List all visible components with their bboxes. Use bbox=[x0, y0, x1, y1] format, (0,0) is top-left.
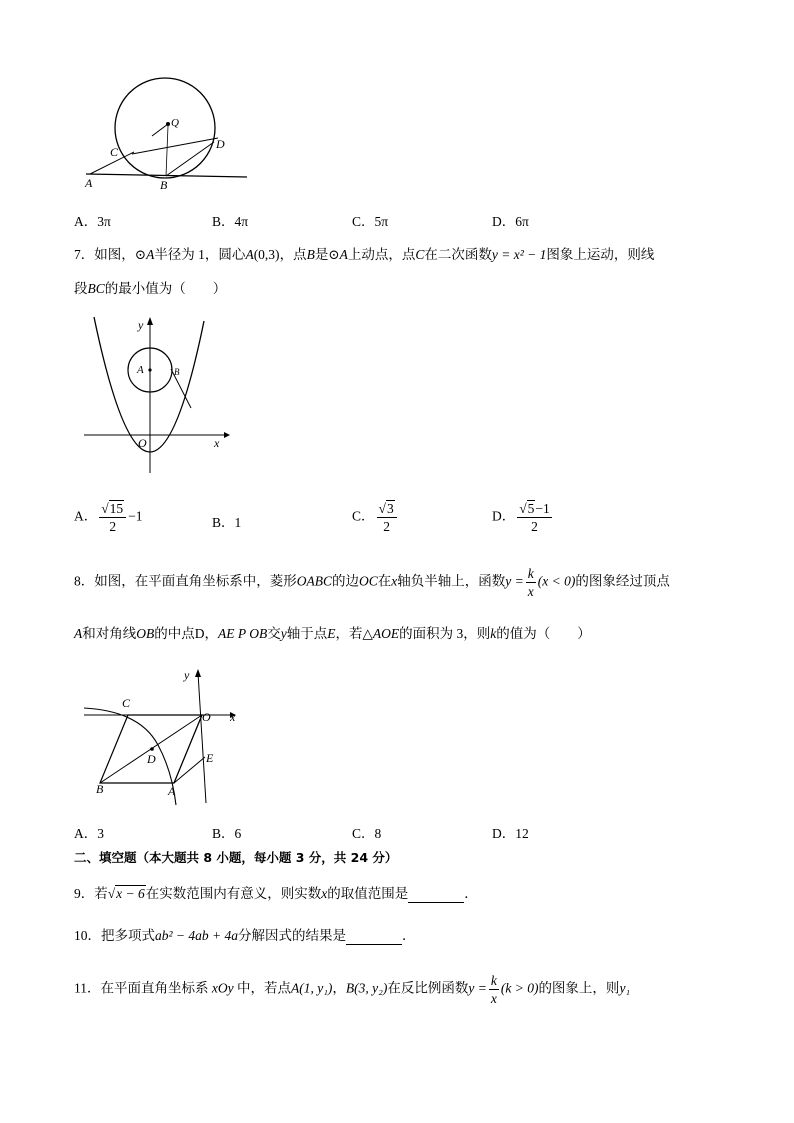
q6-label-c: C bbox=[110, 145, 119, 159]
q7-parabola bbox=[94, 317, 204, 452]
q6-chord-cd bbox=[132, 138, 218, 154]
q7-option-b[interactable]: B．1 bbox=[212, 515, 242, 530]
section-heading-fill-blank: 二、填空题（本大题共 8 小题，每小题 3 分，共 24 分） bbox=[74, 850, 398, 865]
q8-label-c: C bbox=[122, 696, 131, 710]
q8-label-y: y bbox=[184, 668, 190, 682]
q7-stem-line1: 7．如图，⊙A半径为 1，圆心A(0,3)，点B是⊙A上动点，点C在二次函数y = x² − 1图象上运动，则线 bbox=[74, 247, 655, 262]
q6-label-a: A bbox=[85, 176, 93, 190]
figure-q7 bbox=[80, 313, 230, 478]
q8-label-e: E bbox=[206, 751, 214, 765]
figure-q8 bbox=[80, 665, 250, 810]
q8-label-a: A bbox=[168, 784, 176, 798]
q7-option-a[interactable]: A． $\frac{√15}{2}$ −1 bbox=[74, 501, 143, 534]
q8-option-d[interactable]: D．12 bbox=[492, 826, 529, 841]
q6-option-a[interactable]: A．3π bbox=[74, 214, 111, 229]
q7-option-d[interactable]: D． $\frac{√5-1}{2}$ bbox=[492, 501, 550, 534]
q6-label-d: D bbox=[216, 137, 225, 151]
q6-option-b[interactable]: B．4π bbox=[212, 214, 249, 229]
q6-center-dot bbox=[166, 122, 170, 126]
q8-option-a[interactable]: A．3 bbox=[74, 826, 104, 841]
q6-option-c[interactable]: C．5π bbox=[352, 214, 389, 229]
q8-option-b[interactable]: B．6 bbox=[212, 826, 242, 841]
q10-stem: 10．把多项式ab² − 4ab + 4a分解因式的结果是 ． bbox=[74, 928, 416, 943]
q6-label-q: Q bbox=[171, 117, 179, 129]
q8-label-d: D bbox=[147, 752, 156, 766]
q7-stem-line2: 段BC的最小值为（ ） bbox=[74, 281, 227, 296]
q8-option-c[interactable]: C．8 bbox=[352, 826, 382, 841]
figure-q6 bbox=[82, 76, 252, 194]
q8-y-axis bbox=[198, 673, 206, 803]
q9-answer-blank[interactable] bbox=[408, 886, 464, 903]
q10-answer-blank[interactable] bbox=[346, 928, 402, 945]
q7-label-b: B bbox=[174, 367, 180, 377]
q7-label-x: x bbox=[214, 436, 220, 450]
q11-stem: 11．在平面直角坐标系 xOy 中，若点A(1, y₁)，B(3, y₂)在反比例函数y = $\frac{k}{x}$ (k > 0)的图象上，则y₁ bbox=[74, 973, 631, 1006]
q8-label-x: x bbox=[230, 710, 236, 724]
q6-option-d[interactable]: D．6π bbox=[492, 214, 529, 229]
q8-label-o: O bbox=[202, 710, 211, 724]
q7-label-a: A bbox=[137, 364, 144, 376]
q7-label-y: y bbox=[138, 318, 144, 332]
q8-line-oa bbox=[174, 715, 202, 783]
q6-line-qb bbox=[166, 126, 168, 176]
q6-label-b: B bbox=[160, 178, 168, 192]
q8-stem-line2: A和对角线OB的中点D，AE P OB交y轴于点E，若△AOE的面积为 3，则k的值为（ ） bbox=[74, 626, 591, 641]
q6-circle bbox=[115, 78, 215, 178]
q9-stem: 9．若√x − 6在实数范围内有意义，则实数x的取值范围是 ． bbox=[74, 886, 478, 901]
q8-stem-line1: 8．如图，在平面直角坐标系中，菱形OABC的边OC在x轴负半轴上，函数y = $\frac{k}{x}$ (x < 0)的图象经过顶点 bbox=[74, 566, 670, 599]
q8-label-b: B bbox=[96, 782, 104, 796]
q6-radius bbox=[152, 124, 168, 136]
q7-center-dot bbox=[148, 368, 151, 371]
q8-point-d bbox=[150, 747, 154, 751]
q7-option-c[interactable]: C． $\frac{√3}{2}$ bbox=[352, 500, 399, 535]
q7-label-o: O bbox=[138, 436, 147, 450]
q8-line-ae bbox=[174, 757, 205, 783]
